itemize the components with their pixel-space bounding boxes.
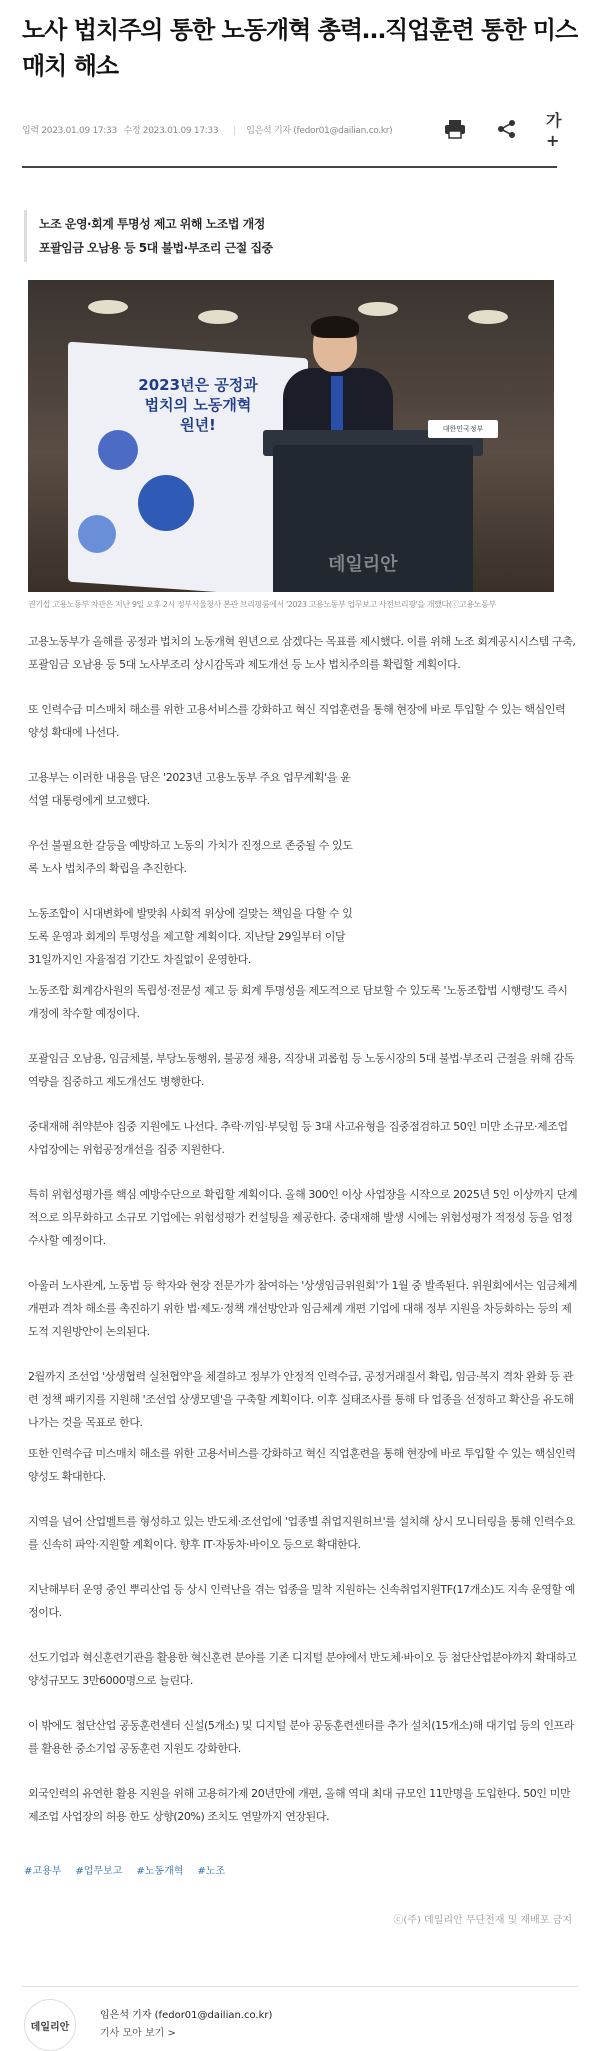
paragraph: 포괄임금 오남용, 임금체불, 부당노동행위, 불공정 채용, 직장내 괴롭힘 등 노동시장의 5대 불법·부조리 근절을 위해 감독 역량을 집중하고 제도개선도 병행한다. (28, 1052, 575, 1088)
author-info (100, 2007, 272, 2043)
author-articles-link[interactable]: 기사 모아 보기 > (100, 2028, 176, 2039)
paragraph: 노동조합이 시대변화에 발맞춰 사회적 위상에 걸맞는 책임을 다할 수 있도록 운영과 회계의 투명성을 제고할 계획이다. 지난달 29일부터 이달 31일까지인 자율점검 기간도 차질없이 운영한다. (28, 907, 353, 966)
paragraph: 중대재해 취약분야 집중 지원에도 나선다. 추락·끼임·부딪힘 등 3대 사고유형을 집중점검하고 50인 미만 소규모·제조업 사업장에는 위험공정개선을 집중 지원한다. (28, 1120, 568, 1156)
byline: 임은석 기자 (fedor01@dailian.co.kr) (246, 125, 393, 136)
photo-caption: 권기섭 고용노동부 차관은 지난 9일 오후 2시 정부서울청사 본관 브리핑룸에서 '2023 고용노동부 업무보고 사전브리핑'을 개했다(ⓒ고용노동부 (28, 600, 496, 609)
publisher-logo: 데일리안 (24, 1999, 76, 2051)
ceiling-light (88, 300, 128, 314)
print-icon[interactable] (442, 116, 468, 142)
article-photo (28, 280, 554, 592)
article-title: 노사 법치주의 통한 노동개혁 총력…직업훈련 통한 미스매치 해소 (22, 16, 578, 80)
paragraph: 2월까지 조선업 '상생협력 실천협약'을 체결하고 정부가 안정적 인력수급, 공정거래질서 확립, 임금·복지 격차 완화 등 관련 정책 패키지를 지원해 '조선업 상생모델'을 구축할 계획이다. 이후 실태조사를 통해 타 업종을 선정하고 확산을 유도해 나가는 것을 목표로 한다. (28, 1370, 574, 1429)
tag-link[interactable]: #노조 (197, 1866, 226, 1877)
article-tools (442, 111, 578, 150)
paragraph: 아울러 노사관계, 노동법 등 학자와 현장 전문가가 참여하는 '상생임금위원회'가 1월 중 발족된다. 위원회에서는 임금체계 개편과 격차 해소를 촉진하기 위한 법·제도·정책 개선방안과 임금체계 개편 기업에 대해 정부 지원을 차등화하는 등의 제도적 지원방안이 논의된다. (28, 1279, 578, 1338)
meta-row (22, 111, 578, 150)
paragraph: 고용부는 이러한 내용을 담은 '2023년 고용노동부 주요 업무계획'을 윤석열 대통령에게 보고했다. (28, 771, 351, 807)
paragraph: 외국인력의 유연한 활용 지원을 위해 고용허가제 20년만에 개편, 올해 역대 최대 규모인 11만명을 도입한다. 50인 미만 제조업 사업장의 허용 한도 상향(20%) 조치도 연말까지 연장된다. (28, 1787, 571, 1823)
paragraph: 선도기업과 혁신훈련기관을 활용한 혁신훈련 분야를 기존 디지털 분야에서 반도체·바이오 등 첨단산업분야까지 확대하고 양성규모도 3만6000명으로 늘린다. (28, 1651, 577, 1687)
subheadline: 노조 운영·회계 투명성 제고 위해 노조법 개정 (39, 217, 265, 231)
paragraph: 이 밖에도 첨단산업 공동훈련센터 신설(5개소) 및 디지털 분야 공동훈련센터를 추가 설치(15개소)해 대기업 등의 인프라를 활용한 중소기업 공동훈련 지원도 강화한다. (28, 1719, 575, 1755)
photo-watermark: 데일리안 (328, 554, 398, 575)
font-size-icon[interactable] (546, 111, 572, 150)
article-body (22, 630, 578, 1828)
share-icon[interactable] (494, 116, 520, 142)
font-size-label: 가+ (546, 111, 562, 150)
board-circle (138, 475, 194, 531)
paragraph: 특히 위험성평가를 핵심 예방수단으로 확립할 계획이다. 올해 300인 이상 사업장을 시작으로 2025년 5인 이상까지 단계적으로 의무화하고 소규모 기업에는 위험성평가 컨설팅을 제공한다. 중대재해 발생 시에는 위험성평가 적정성 등을 엄정 수사할 예정이다. (28, 1188, 578, 1247)
copyright-notice: ⓒ(주) 데일리안 무단전재 및 재배포 금지 (393, 1915, 572, 1926)
tag-link[interactable]: #업무보고 (75, 1866, 123, 1877)
author-box (22, 1999, 578, 2051)
subheadline-box (24, 210, 578, 262)
author-name: 임은석 기자 (fedor01@dailian.co.kr) (100, 2010, 273, 2021)
speaker-hair (311, 316, 359, 338)
tag-link[interactable]: #고용부 (24, 1866, 62, 1877)
tag-link[interactable]: #노동개혁 (136, 1866, 184, 1877)
subheadline: 포괄임금 오남용 등 5대 불법·부조리 근절 집중 (39, 241, 273, 255)
edit-time: 수정 2023.01.09 17:33 (123, 125, 219, 136)
article-meta (22, 123, 396, 136)
paragraph: 노동조합 회계감사원의 독립성·전문성 제고 등 회계 투명성을 제도적으로 담보할 수 있도록 '노동조합법 시행령'도 즉시 개정에 착수할 예정이다. (28, 984, 568, 1020)
tag-list (22, 1862, 578, 1877)
ceiling-light (358, 302, 398, 316)
government-seal: 대한민국정부 (428, 420, 498, 438)
paragraph: 지역을 넘어 산업벨트를 형성하고 있는 반도체·조선업에 '업종별 취업지원허브'를 설치해 상시 모니터링을 통해 인력수요를 신속히 파악·지원할 계획이다. 향후 IT·자동차·바이오 등으로 확대한다. (28, 1515, 575, 1551)
board-circle (98, 430, 138, 470)
paragraph: 또 인력수급 미스매치 해소를 위한 고용서비스를 강화하고 혁신 직업훈련을 통해 현장에 바로 투입할 수 있는 핵심인력 양성 확대에 나선다. (28, 703, 566, 739)
author-divider (22, 1986, 578, 1987)
paragraph: 고용노동부가 올해를 공정과 법치의 노동개혁 원년으로 삼겠다는 목표를 제시했다. 이를 위해 노조 회계공시시스템 구축, 포괄임금 오남용 등 5대 노사부조리 상시감독과 제도개선 등 노사 법치주의를 확립할 계획이다. (28, 635, 576, 671)
input-time: 입력 2023.01.09 17:33 (22, 125, 117, 136)
ceiling-light (468, 310, 508, 324)
paragraph: 지난해부터 운영 중인 뿌리산업 등 상시 인력난을 겪는 업종을 밀착 지원하는 신속취업지원TF(17개소)도 지속 운영할 예정이다. (28, 1583, 575, 1619)
paragraph: 또한 인력수급 미스매치 해소를 위한 고용서비스를 강화하고 혁신 직업훈련을 통해 현장에 바로 투입할 수 있는 핵심인력 양성도 확대한다. (28, 1447, 576, 1483)
board-title: 2023년은 공정과 법치의 노동개혁 원년! (138, 376, 258, 434)
title-divider (22, 166, 557, 168)
board-circle (78, 515, 116, 553)
ceiling-light (198, 310, 238, 324)
paragraph: 우선 불필요한 갈등을 예방하고 노동의 가치가 진정으로 존중될 수 있도록 노사 법치주의 확립을 추진한다. (28, 839, 353, 875)
meta-separator: | (232, 125, 236, 136)
